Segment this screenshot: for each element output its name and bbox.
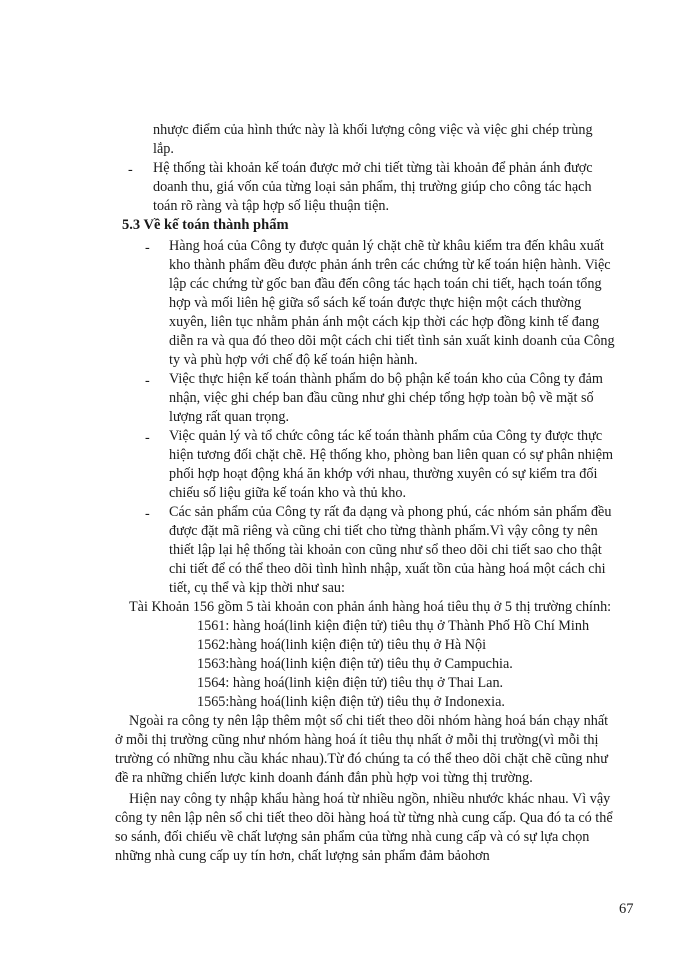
bullet-line: diễn ra và qua đó theo dõi một cách chi tiết tình sản xuất kinh doanh của Công: [169, 333, 615, 349]
account-item: 1562:hàng hoá(linh kiện điện tử) tiêu thụ ở Hà Nội: [197, 637, 487, 653]
bullet-line: lượng rất quan trọng.: [169, 409, 289, 425]
paragraph-line: ở mỗi thị trường cũng như nhóm hàng hoá ít tiêu thụ nhất ở mỗi thị trường(vì mỗi thị: [115, 732, 599, 748]
bullet-dash: -: [128, 162, 133, 178]
bullet-line: doanh thu, giá vốn của từng loại sản phẩm, thị trường giúp cho công tác hạch: [153, 179, 592, 195]
section-heading: 5.3 Về kế toán thành phẩm: [122, 217, 289, 233]
account-item: 1564: hàng hoá(linh kiện điện tử) tiêu thụ ở Thai Lan.: [197, 675, 504, 691]
bullet-line: Hàng hoá của Công ty được quản lý chặt chẽ từ khâu kiểm tra đến khâu xuất: [169, 238, 604, 254]
paragraph-line: Hiện nay công ty nhập khẩu hàng hoá từ nhiều ngồn, nhiều nhước khác nhau. Vì vậy: [129, 791, 611, 807]
bullet-line: Các sản phẩm của Công ty rất đa dạng và phong phú, các nhóm sản phẩm đều: [169, 504, 612, 520]
paragraph-line: Ngoài ra công ty nên lập thêm một số chi tiết theo dõi nhóm hàng hoá bán chạy nhất: [129, 713, 609, 729]
bullet-line: hiện tương đối chặt chẽ. Hệ thống kho, phòng ban liên quan có sự phân nhiệm: [169, 447, 614, 463]
intro-line: lắp.: [153, 141, 174, 157]
account-intro: Tài Khoản 156 gồm 5 tài khoản con phản ánh hàng hoá tiêu thụ ở 5 thị trường chính:: [129, 599, 612, 615]
paragraph-line: những nhà cung cấp uy tín hơn, chất lượng sản phẩm đảm bảohơn: [115, 848, 490, 864]
bullet-dash: -: [145, 506, 150, 522]
bullet-line: Việc thực hiện kế toán thành phẩm do bộ phận kế toán kho của Công ty đảm: [169, 371, 603, 387]
account-item: 1565:hàng hoá(linh kiện điện tử) tiêu thụ ở Indonexia.: [197, 694, 505, 710]
bullet-line: tiết, cụ thể và kịp thời như sau:: [169, 580, 345, 596]
bullet-line: được đặt mã riêng và cũng chi tiết cho từng thành phẩm.Vì vậy công ty nên: [169, 523, 598, 539]
bullet-line: thiết lập lại hệ thống tài khoản con cũng như sổ theo dõi chi tiết sao cho thật: [169, 542, 602, 558]
intro-line: nhược điểm của hình thức này là khối lượng công việc và việc ghi chép trùng: [153, 122, 593, 138]
page-number: 67: [619, 901, 634, 917]
paragraph-line: công ty nên lập nên sổ chi tiết theo dõi hàng hoá từ từng nhà cung cấp. Qua đó ta có thể: [115, 810, 613, 826]
bullet-line: chi tiết để có thể theo dõi tình hình nhập, xuất tồn của hàng hoá một cách chi: [169, 561, 606, 577]
account-item: 1563:hàng hoá(linh kiện điện tử) tiêu thụ ở Campuchia.: [197, 656, 513, 672]
bullet-line: Hệ thống tài khoản kế toán được mở chi tiết từng tài khoản để phản ánh được: [153, 160, 593, 176]
bullet-line: toán rõ ràng và tập hợp số liệu thuận tiện.: [153, 198, 390, 214]
paragraph-line: so sánh, đối chiếu về chất lượng sản phẩm của từng nhà cung cấp và có sự lựa chọn: [115, 829, 590, 845]
bullet-line: phối hợp hoạt động khá ăn khớp với nhau, thường xuyên có sự kiểm tra đối: [169, 466, 598, 482]
bullet-line: kho thành phẩm đều được phản ánh trên các chứng từ kế toán hiện hành. Việc: [169, 257, 611, 273]
bullet-dash: -: [145, 240, 150, 256]
bullet-dash: -: [145, 430, 150, 446]
bullet-line: lập các chứng từ gốc ban đầu đến công tác hạch toán chi tiết, hạch toán tổng: [169, 276, 602, 292]
bullet-line: xuyên, liên tục nhằm phản ánh một cách kịp thời các hợp đồng kinh tế đang: [169, 314, 600, 330]
bullet-line: Việc quản lý và tổ chức công tác kế toán thành phẩm của Công ty được thực: [169, 428, 603, 444]
bullet-dash: -: [145, 373, 150, 389]
bullet-line: nhận, việc ghi chép ban đầu cũng như ghi chép tổng hợp toàn bộ về mặt số: [169, 390, 594, 406]
account-item: 1561: hàng hoá(linh kiện điện tử) tiêu thụ ở Thành Phố Hồ Chí Minh: [197, 618, 590, 634]
paragraph-line: đề ra những chiến lược kinh doanh đánh đắn phù hợp voi từng thị trường.: [115, 770, 533, 786]
bullet-line: ty và phù hợp với chế độ kế toán hiện hành.: [169, 352, 418, 368]
paragraph-line: trường có những nhu cầu khác nhau).Từ đó chúng ta có thể theo dõi chặt chẽ cũng như: [115, 751, 608, 767]
bullet-line: hợp và mối liên hệ giữa sổ sách kế toán được thực hiện một cách thường: [169, 295, 582, 311]
bullet-line: chiếu số liệu giữa kế toán kho và thủ kho.: [169, 485, 407, 501]
